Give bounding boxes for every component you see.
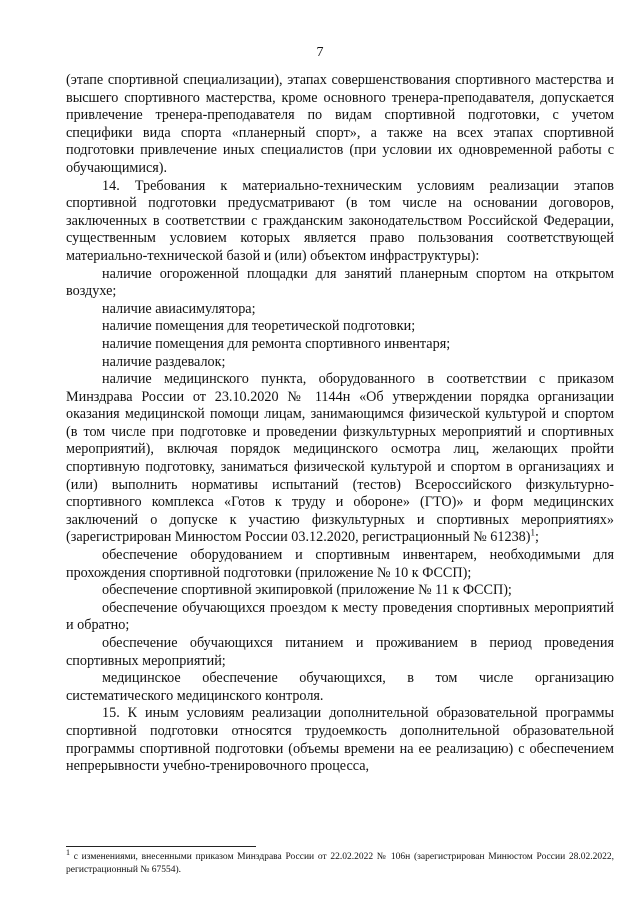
paragraph: наличие медицинского пункта, оборудованного в соответствии с приказом Минздрава России от 23.10.2020 № 1144н «Об утверждении порядка организации оказания медицинской помощи лицам, занимающимся физической культурой и спортом (в том числе при подготовке и проведении физкультурных мероприятий и спортивных мероприятий), включая порядок медицинского осмотра лиц, желающих пройти спортивную подготовку, заниматься физической культурой и спортом в организациях и (или) выполнить нормативы испытаний (тестов) Всероссийского физкультурно-спортивного комплекса «Готов к труду и обороне» (ГТО)» и форм медицинских заключений о допуске к участию физкультурных и спортивных мероприятиях» (зарегистрирован Минюстом России 03.12.2020, регистрационный № 61238)$^1$; — [66, 371, 614, 546]
paragraph: обеспечение обучающихся питанием и проживанием в период проведения спортивных мероприятий; — [66, 635, 614, 669]
footnote-divider — [66, 846, 256, 847]
paragraph: 15. К иным условиям реализации дополнительной образовательной программы спортивной подготовки относятся трудоемкость дополнительной образовательной программы спортивной подготовки (объемы времени на ее реализацию) с обеспечением непрерывности учебно-тренировочного процесса, — [66, 705, 614, 775]
paragraph: обеспечение оборудованием и спортивным инвентарем, необходимыми для прохождения спортивной подготовки (приложение № 10 к ФССП); — [66, 547, 614, 581]
paragraph: наличие помещения для теоретической подготовки; — [102, 318, 416, 335]
footnote — [66, 847, 615, 876]
paragraph: наличие авиасимулятора; — [102, 300, 256, 317]
page-number: 7 — [316, 45, 324, 60]
footnote-reference[interactable]: 1 — [530, 527, 536, 538]
footnote-mark: 1 — [66, 847, 70, 857]
paragraph: обеспечение спортивной экипировкой (приложение № 11 к ФССП); — [102, 582, 512, 599]
paragraph: обеспечение обучающихся проездом к месту проведения спортивных мероприятий и обратно; — [66, 599, 614, 634]
paragraph: (этапе спортивной специализации), этапах совершенствования спортивного мастерства и высшего спортивного мастерства, кроме основного тренера-преподавателя, допускается привлечение тренера-преподавателя по видам спортивной подготовки, с учетом специфики вида спорта «планерный спорт», а также на всех этапах спортивной подготовки привлечение иных специалистов (при условии их одновременной работы с обучающимися). — [66, 72, 614, 176]
paragraph: наличие помещения для ремонта спортивного инвентаря; — [102, 335, 451, 352]
footnote-text: с изменениями, внесенными приказом Минздрава России от 22.02.2022 № 106н (зарегистрирован Минюстом России 28.02.2022, регистрационный № 67554). — [66, 852, 615, 875]
document-body — [66, 72, 614, 776]
paragraph: 14. Требования к материально-техническим условиям реализации этапов спортивной подготовки предусматривают (в том числе на основании договоров, заключенных в соответствии с гражданским законодательством Российской Федерации, существенным условием которых является право пользования соответствующей материально-технической базой и (или) объектом инфраструктуры): — [66, 177, 614, 264]
paragraph: наличие раздевалок; — [102, 353, 226, 370]
paragraph: медицинское обеспечение обучающихся, в том числе организацию систематического медицинского контроля. — [66, 670, 614, 704]
paragraph: наличие огороженной площадки для занятий планерным спортом на открытом воздухе; — [66, 265, 614, 300]
